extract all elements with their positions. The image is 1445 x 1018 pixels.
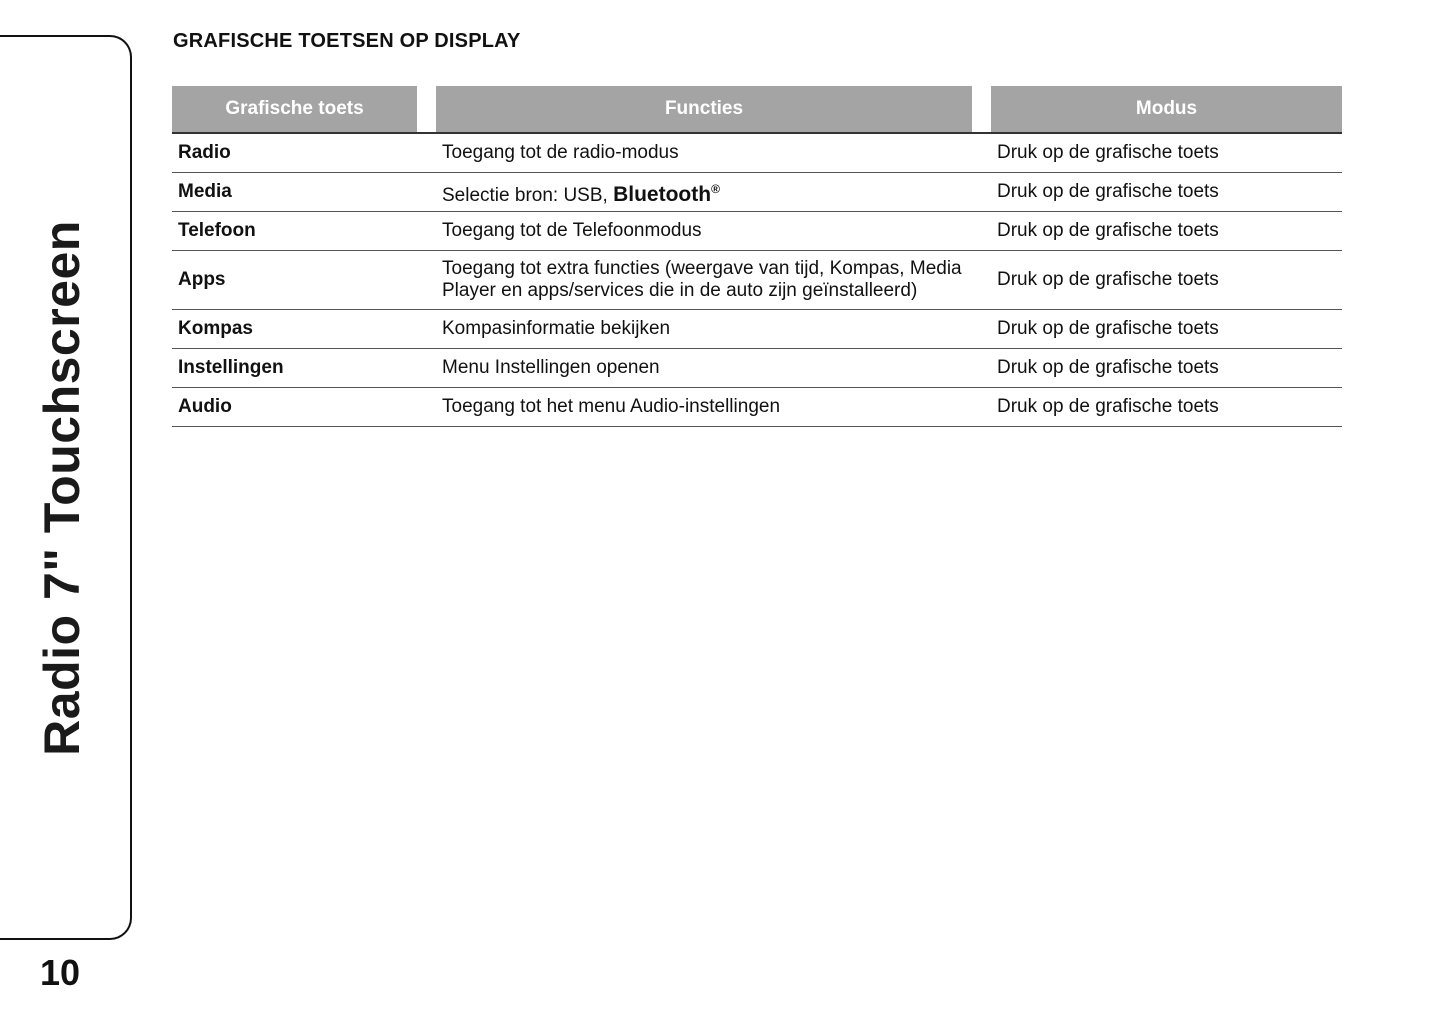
header-gap [417, 86, 436, 133]
table-row [172, 173, 1342, 212]
gap-cell [417, 212, 436, 251]
chapter-title: Radio 7" Touchscreen [34, 220, 90, 756]
gap-cell [972, 251, 991, 310]
function-cell: Kompasinformatie bekijken [436, 310, 972, 349]
header-functions: Functies [436, 86, 972, 133]
function-cell: Toegang tot het menu Audio-instellingen [436, 388, 972, 427]
key-cell: Telefoon [172, 212, 417, 251]
key-cell: Instellingen [172, 349, 417, 388]
function-cell: Toegang tot de radio-modus [436, 133, 972, 173]
bluetooth-brand: Bluetooth® [613, 181, 720, 206]
key-cell: Radio [172, 133, 417, 173]
gap-cell [417, 349, 436, 388]
gap-cell [972, 173, 991, 212]
table-row [172, 212, 1342, 251]
table-header-row [172, 86, 1342, 133]
gap-cell [972, 310, 991, 349]
function-cell: Toegang tot de Telefoonmodus [436, 212, 972, 251]
table-row [172, 310, 1342, 349]
mode-cell: Druk op de grafische toets [991, 133, 1342, 173]
key-cell: Kompas [172, 310, 417, 349]
mode-cell: Druk op de grafische toets [991, 388, 1342, 427]
gap-cell [972, 388, 991, 427]
table-row [172, 349, 1342, 388]
mode-cell: Druk op de grafische toets [991, 173, 1342, 212]
gap-cell [417, 173, 436, 212]
page-number: 10 [40, 952, 81, 993]
key-cell: Media [172, 173, 417, 212]
function-cell [436, 251, 972, 310]
header-graphic-key: Grafische toets [172, 86, 417, 133]
gap-cell [972, 133, 991, 173]
mode-cell: Druk op de grafische toets [991, 349, 1342, 388]
function-cell [436, 173, 972, 212]
mode-cell: Druk op de grafische toets [991, 212, 1342, 251]
function-line: Player en apps/services die in de auto zijn geïnstalleerd) [442, 280, 918, 301]
section-title: GRAFISCHE TOETSEN OP DISPLAY [173, 30, 521, 52]
gap-cell [417, 133, 436, 173]
table-row [172, 133, 1342, 173]
gap-cell [972, 212, 991, 251]
header-mode: Modus [991, 86, 1342, 133]
function-line: Toegang tot extra functies (weergave van tijd, Kompas, Media [442, 258, 962, 279]
gap-cell [972, 349, 991, 388]
gap-cell [417, 251, 436, 310]
function-text: Selectie bron: USB, [442, 184, 614, 206]
table-row [172, 388, 1342, 427]
mode-cell: Druk op de grafische toets [991, 251, 1342, 310]
gap-cell [417, 388, 436, 427]
mode-cell: Druk op de grafische toets [991, 310, 1342, 349]
key-cell: Audio [172, 388, 417, 427]
gap-cell [417, 310, 436, 349]
table-row [172, 251, 1342, 310]
graphic-keys-table [172, 86, 1342, 427]
function-cell: Menu Instellingen openen [436, 349, 972, 388]
header-gap [972, 86, 991, 133]
key-cell: Apps [172, 251, 417, 310]
